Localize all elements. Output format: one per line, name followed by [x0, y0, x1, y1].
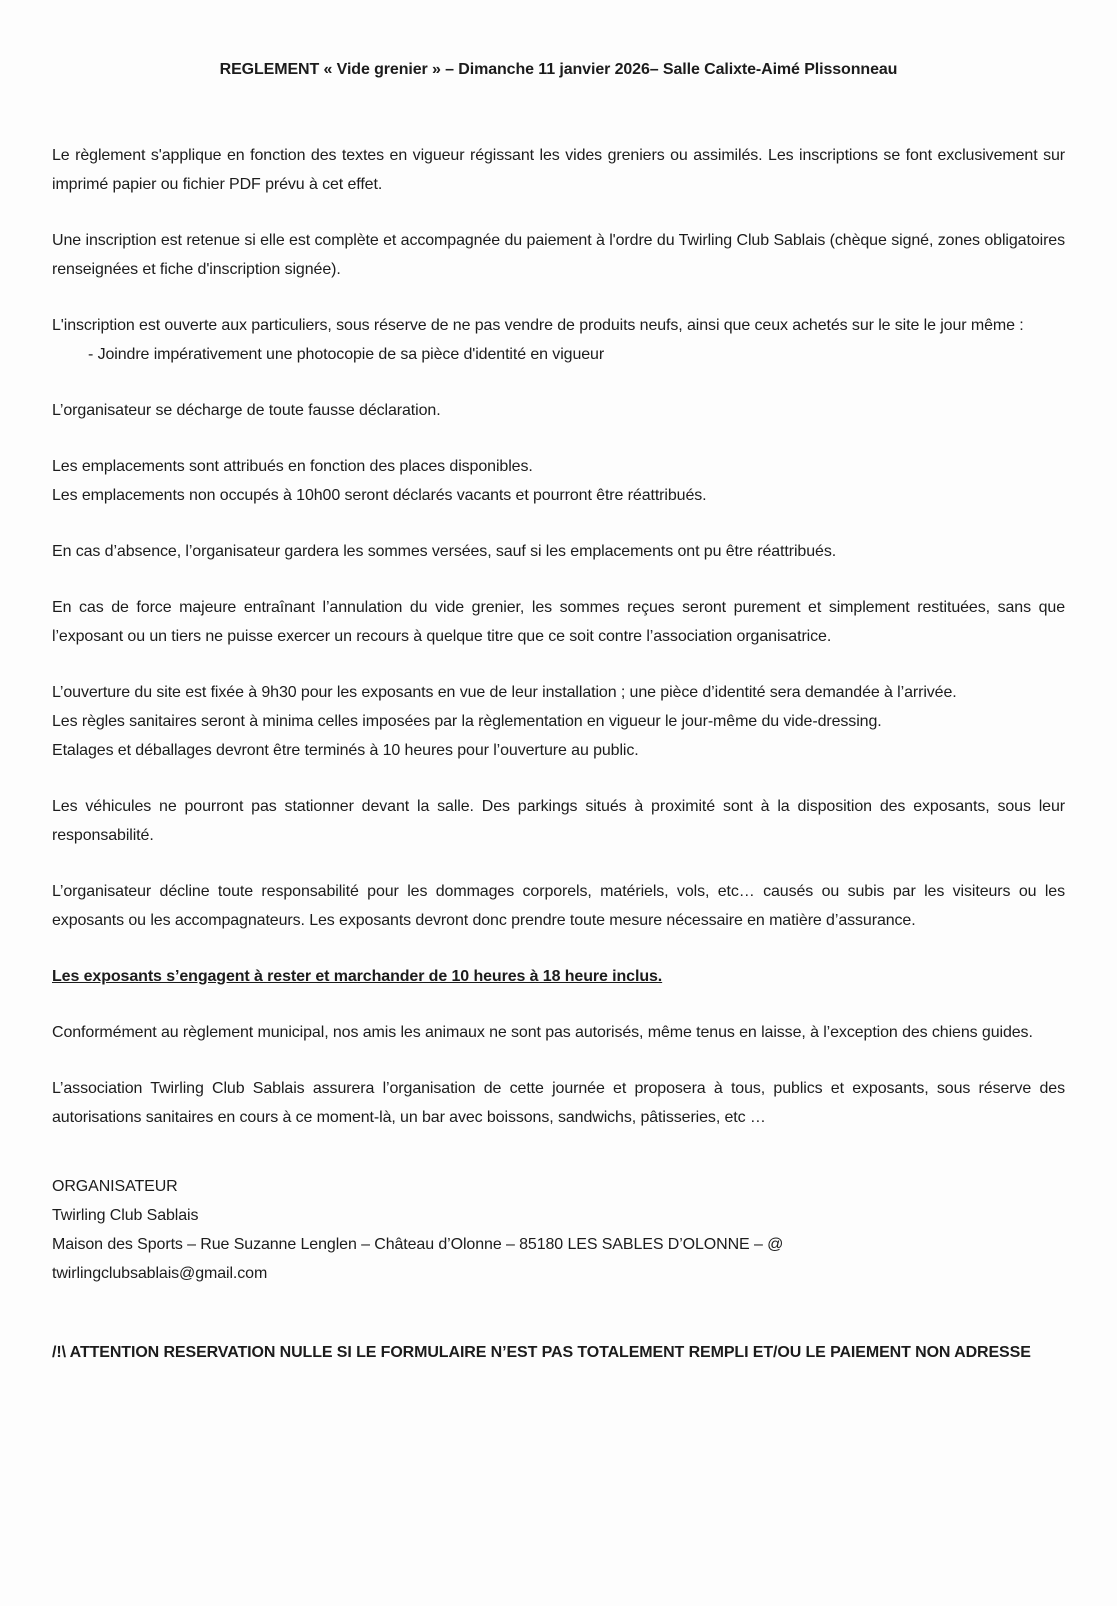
paragraph-text: Les emplacements sont attribués en fonction des places disponibles.: [52, 458, 533, 475]
paragraph-force-majeure: En cas de force majeure entraînant l’annulation du vide grenier, les sommes reçues seront purement et simplement restituées, sans que l’exposant ou un tiers ne puisse exercer un recours à quelque titre que ce soit contre l’association organisatrice.: [52, 599, 1065, 645]
paragraph-pitch-allocation: [52, 452, 1065, 510]
paragraph-text: Etalages et déballages devront être terminés à 10 heures pour l’ouverture au public.: [52, 742, 639, 759]
paragraph-rules-application: Le règlement s'applique en fonction des textes en vigueur régissant les vides greniers ou assimilés. Les inscriptions se font exclusivement sur imprimé papier ou fichier PDF prévu à cet effet.: [52, 147, 1065, 193]
paragraph-parking: Les véhicules ne pourront pas stationner devant la salle. Des parkings situés à proximité sont à la disposition des exposants, sous leur responsabilité.: [52, 798, 1065, 844]
paragraph-absence-policy: En cas d’absence, l’organisateur gardera les sommes versées, sauf si les emplacements ont pu être réattribués.: [52, 543, 837, 560]
paragraph-liability: L’organisateur décline toute responsabilité pour les dommages corporels, matériels, vols, etc… causés ou subis par les visiteurs ou les exposants ou les accompagnateurs. Les exposants devront donc prendre toute mesure nécessaire en matière d’assurance.: [52, 883, 1065, 929]
organizer-address: Maison des Sports – Rue Suzanne Lenglen – Château d’Olonne – 85180 LES SABLES D’OLONNE – @: [52, 1236, 784, 1253]
reservation-warning: /!\ ATTENTION RESERVATION NULLE SI LE FORMULAIRE N’EST PAS TOTALEMENT REMPLI ET/OU LE PAIEMENT NON ADRESSE: [52, 1344, 1031, 1361]
organizer-block: [52, 1172, 1065, 1288]
paragraph-registration-validity: Une inscription est retenue si elle est complète et accompagnée du paiement à l'ordre du Twirling Club Sablais (chèque signé, zones obligatoires renseignées et fiche d'inscription signée).: [52, 232, 1065, 278]
paragraph-opening-hours: [52, 678, 1065, 765]
paragraph-registration-eligibility: [52, 311, 1065, 369]
paragraph-exhibitor-commitment: Les exposants s’engagent à rester et marchander de 10 heures à 18 heure inclus.: [52, 968, 663, 985]
organizer-heading: ORGANISATEUR: [52, 1178, 178, 1195]
paragraph-animals-policy: Conformément au règlement municipal, nos amis les animaux ne sont pas autorisés, même tenus en laisse, à l’exception des chiens guides.: [52, 1024, 1033, 1041]
paragraph-text: Les emplacements non occupés à 10h00 seront déclarés vacants et pourront être réattribués.: [52, 487, 707, 504]
paragraph-text: L'inscription est ouverte aux particuliers, sous réserve de ne pas vendre de produits neufs, ainsi que ceux achetés sur le site le jour même :: [52, 317, 1024, 334]
organizer-email: twirlingclubsablais@gmail.com: [52, 1265, 268, 1282]
document-title: REGLEMENT « Vide grenier » – Dimanche 11 janvier 2026– Salle Calixte-Aimé Plissonneau: [219, 61, 898, 78]
paragraph-bar-services: L’association Twirling Club Sablais assurera l’organisation de cette journée et proposera à tous, publics et exposants, sous réserve des autorisations sanitaires en cours à ce moment-là, un bar avec boissons, sandwichs, pâtisseries, etc …: [52, 1080, 1065, 1126]
organizer-name: Twirling Club Sablais: [52, 1207, 199, 1224]
paragraph-text: Les règles sanitaires seront à minima celles imposées par la règlementation en vigueur le jour-même du vide-dressing.: [52, 713, 882, 730]
document-body: [52, 141, 1065, 1367]
list-item-identity-photocopy: - Joindre impérativement une photocopie de sa pièce d'identité en vigueur: [88, 346, 605, 363]
paragraph-false-declaration: L’organisateur se décharge de toute fausse déclaration.: [52, 402, 441, 419]
paragraph-text: L’ouverture du site est fixée à 9h30 pour les exposants en vue de leur installation ; une pièce d’identité sera demandée à l’arrivée.: [52, 684, 957, 701]
